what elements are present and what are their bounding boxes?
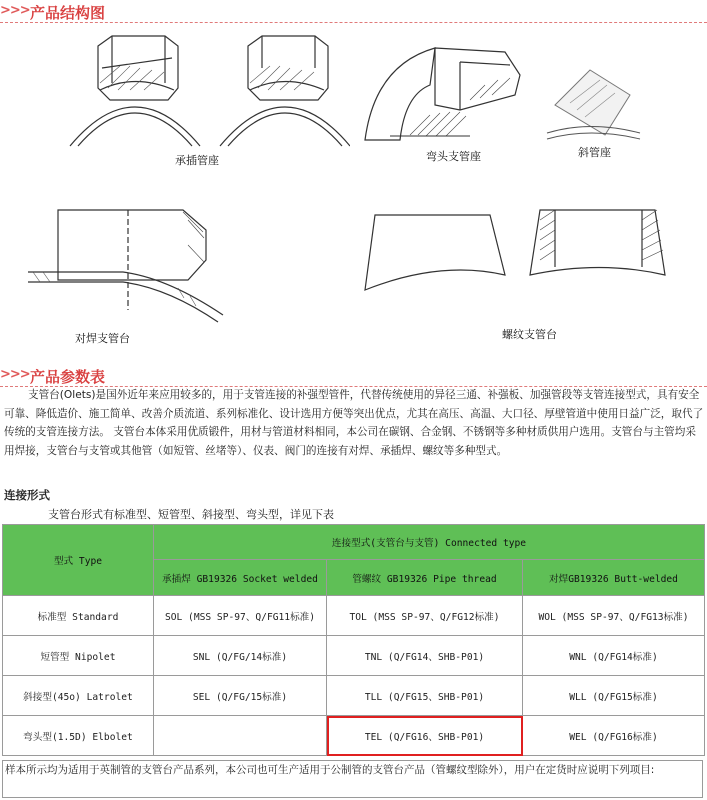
caption-weldolet: 对焊支管台 — [75, 332, 130, 345]
row-type: 标准型 Standard — [3, 596, 154, 636]
sub-header-socket: 承插焊 GB19326 Socket welded — [154, 560, 327, 596]
table-cell: TOL (MSS SP-97、Q/FG12标准) — [327, 596, 523, 636]
table-cell: SNL (Q/FG/14标准) — [154, 636, 327, 676]
row-type: 斜接型(45o) Latrolet — [3, 676, 154, 716]
spec-table — [2, 524, 705, 756]
type-header: 型式 Type — [3, 525, 154, 596]
elbow-outlet-drawing — [360, 40, 530, 145]
table-cell: WNL (Q/FG14标准) — [523, 636, 705, 676]
section-title: 产品结构图 — [30, 4, 106, 22]
table-cell-highlighted: TEL (Q/FG16、SHB-P01) — [327, 716, 523, 756]
table-row — [3, 636, 705, 676]
section-title: 产品参数表 — [30, 368, 106, 386]
weldolet-drawing — [28, 200, 228, 330]
table-cell: SOL (MSS SP-97、Q/FG11标准) — [154, 596, 327, 636]
socket-outlet-drawing — [60, 28, 350, 153]
table-row — [3, 676, 705, 716]
table-cell: WLL (Q/FG15标准) — [523, 676, 705, 716]
table-cell — [154, 716, 327, 756]
threadolet-drawing — [360, 205, 680, 305]
table-cell: WOL (MSS SP-97、Q/FG13标准) — [523, 596, 705, 636]
lateral-outlet-drawing — [545, 65, 645, 145]
sub-header-thread: 管螺纹 GB19326 Pipe thread — [327, 560, 523, 596]
section-header-structure — [0, 0, 707, 23]
section-arrows: >>> — [0, 367, 30, 382]
section-header-params — [0, 364, 707, 387]
connected-type-header: 连接型式(支管台与支管) Connected type — [154, 525, 705, 560]
row-type: 短管型 Nipolet — [3, 636, 154, 676]
caption-socket-outlet: 承插管座 — [175, 154, 219, 167]
table-cell: WEL (Q/FG16标准) — [523, 716, 705, 756]
sub-header-butt: 对焊GB19326 Butt-welded — [523, 560, 705, 596]
caption-elbow-outlet: 弯头支管座 — [426, 150, 481, 163]
intro-paragraph: 支管台(Olets)是国外近年来应用较多的，用于支管连接的补强型管件，代替传统使用的异径三通、补强板、加强管段等支管连接型式，具有安全可靠、降低造价、施工简单、改善介质流道、系列标准化、设计选用方便等突出优点，尤其在高压、高温、大口径、厚壁管道中使用日益广泛，取代了传统的支管连接方法。 支管台本体采用优质锻件，用材与管道材料相同，本公司在碳钢、合金钢、不锈钢等多种材质供用户选用。支管台与主管均采用焊接，支管台与支管或其他管（如短管、丝堵等）、仪表、阀门的连接有对焊、承插焊、螺纹等多种型式。 — [4, 389, 704, 457]
table-cell: TNL (Q/FG14、SHB-P01) — [327, 636, 523, 676]
table-cell: TLL (Q/FG15、SHB-P01) — [327, 676, 523, 716]
row-type: 弯头型(1.5D) Elbolet — [3, 716, 154, 756]
caption-threadolet: 螺纹支管台 — [502, 328, 557, 341]
table-row — [3, 596, 705, 636]
section-arrows: >>> — [0, 3, 30, 18]
footer-note: 样本所示均为适用于英制管的支管台产品系列，本公司也可生产适用于公制管的支管台产品（管螺纹型除外），用户在定货时应说明下列项目: — [2, 760, 703, 798]
connection-title: 连接形式 — [4, 488, 50, 502]
table-cell: SEL (Q/FG/15标准) — [154, 676, 327, 716]
caption-lateral-outlet: 斜管座 — [578, 146, 611, 159]
table-row — [3, 716, 705, 756]
connection-desc: 支管台形式有标准型、短管型、斜接型、弯头型，详见下表 — [48, 508, 334, 521]
